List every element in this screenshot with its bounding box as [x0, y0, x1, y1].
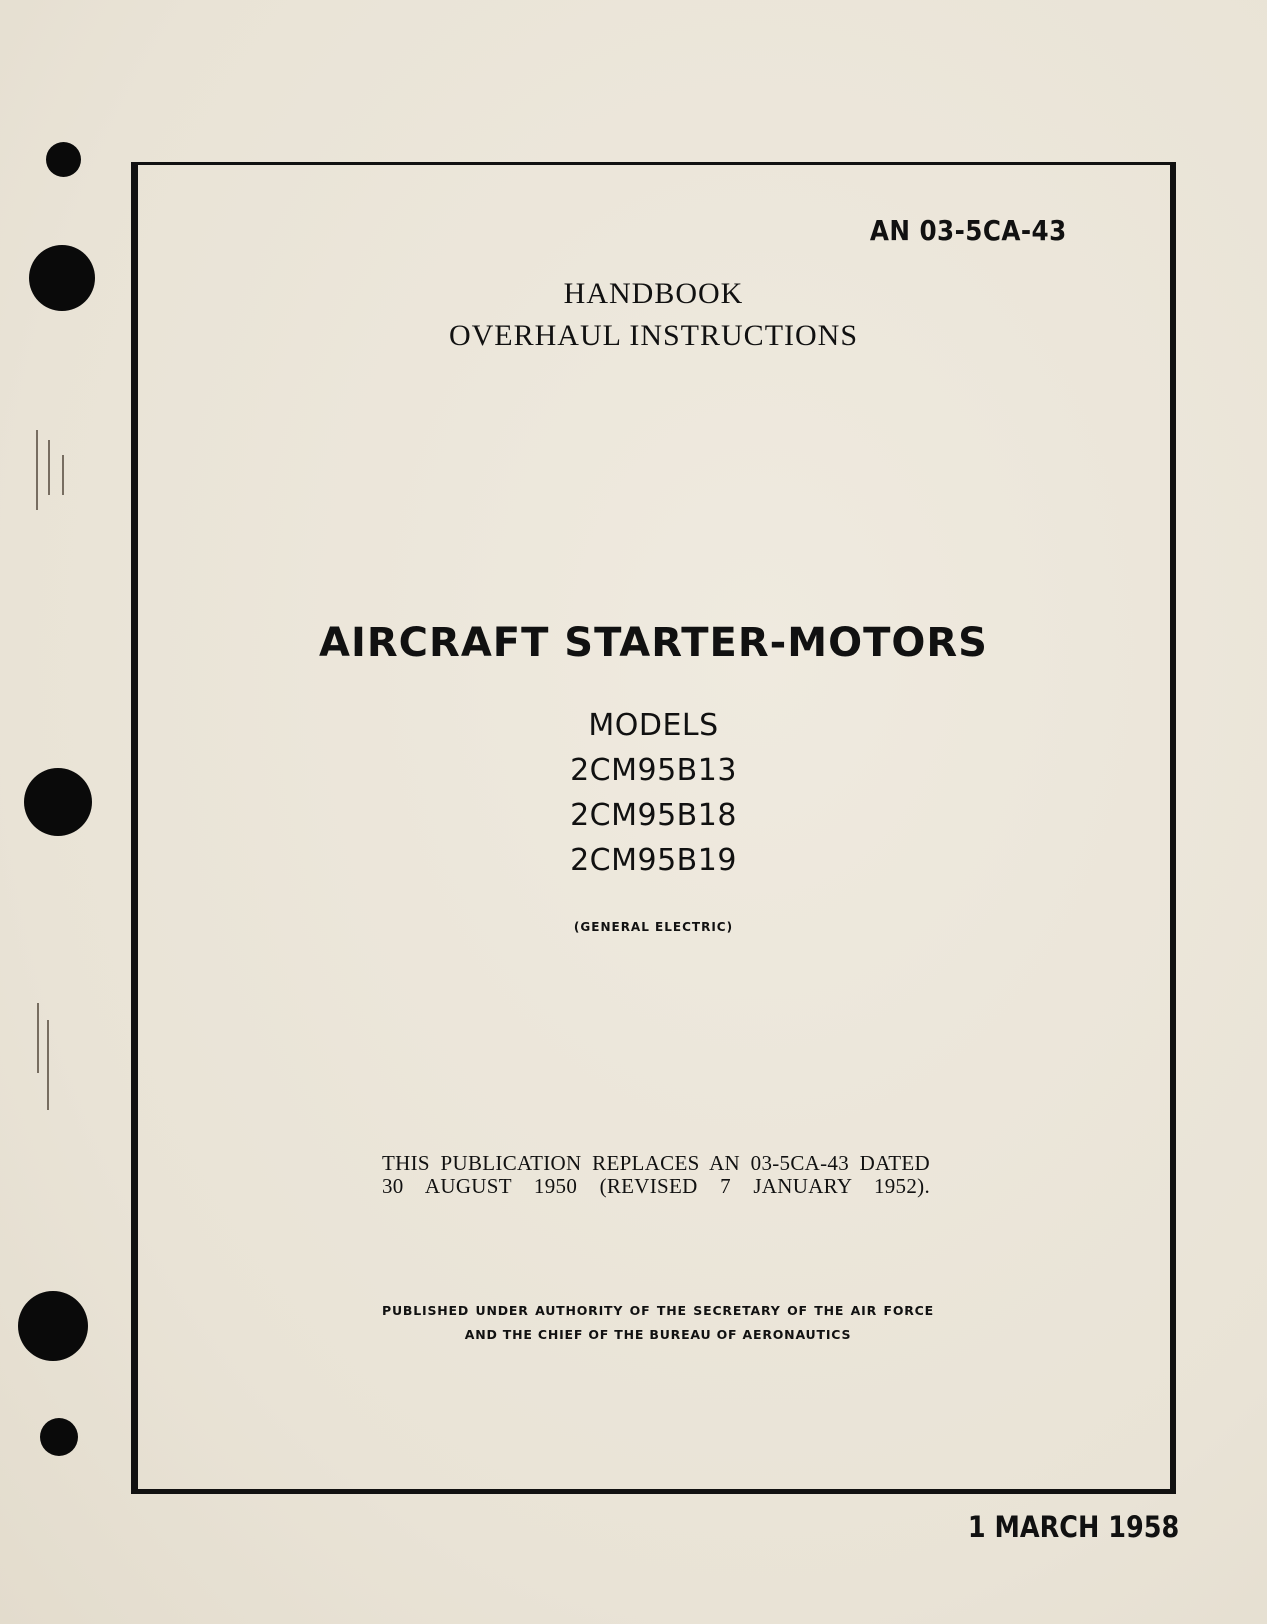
punch-hole-4 [18, 1291, 88, 1361]
punch-hole-2 [29, 245, 95, 311]
authority-line: PUBLISHED UNDER AUTHORITY OF THE SECRETARY OF THE AIR FORCE [382, 1303, 934, 1318]
document-number: AN 03-5CA-43 [870, 214, 1067, 247]
punch-hole-3 [24, 768, 92, 836]
model-item: 2CM95B18 [570, 798, 737, 833]
model-item: 2CM95B13 [570, 753, 737, 788]
punch-hole-1 [46, 142, 81, 177]
model-item: 2CM95B19 [570, 843, 737, 878]
document-title: AIRCRAFT STARTER-MOTORS [319, 620, 988, 666]
handbook-label: HANDBOOK [563, 277, 744, 310]
publication-authority [382, 1299, 934, 1347]
binding-mark [36, 430, 38, 510]
models-label: MODELS [588, 708, 719, 743]
handbook-type: OVERHAUL INSTRUCTIONS [448, 319, 859, 352]
manufacturer: (GENERAL ELECTRIC) [573, 920, 734, 934]
authority-line: AND THE CHIEF OF THE BUREAU OF AERONAUTICS [464, 1327, 852, 1342]
binding-mark [37, 1003, 39, 1073]
punch-hole-5 [40, 1418, 78, 1456]
publication-date: 1 MARCH 1958 [967, 1510, 1179, 1544]
replacement-notice [382, 1152, 930, 1198]
replacement-notice-line: THIS PUBLICATION REPLACES AN 03-5CA-43 DATED [382, 1151, 930, 1175]
binding-mark [47, 1020, 49, 1110]
binding-mark [62, 455, 64, 495]
binding-mark [48, 440, 50, 495]
replacement-notice-line: 30 AUGUST 1950 (REVISED 7 JANUARY 1952). [382, 1174, 930, 1198]
